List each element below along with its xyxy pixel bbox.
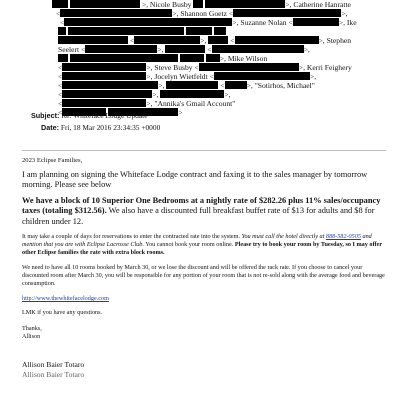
breakfast-rate: We also have a discounted full breakfast buffet rate of $13 for adults and $8 for children under 12. bbox=[22, 206, 375, 226]
redaction bbox=[165, 45, 205, 53]
recipients-line-11: < >, >, bbox=[58, 90, 231, 99]
redaction bbox=[60, 9, 172, 17]
redaction bbox=[208, 36, 228, 44]
recipients-line-13: < > bbox=[58, 108, 183, 117]
redaction bbox=[235, 36, 319, 44]
redaction bbox=[225, 81, 247, 89]
redaction bbox=[186, 27, 212, 35]
recipient-name: "Sotirhos, Michael" bbox=[254, 81, 315, 90]
date-label: Date: bbox=[41, 123, 59, 132]
recipient-name: Steve Busby bbox=[154, 63, 193, 72]
recipient-name: Mike Wilson bbox=[227, 54, 268, 63]
recipients-line-10: < >, < >, "Sotirhos, Michael" bbox=[58, 81, 315, 90]
recipients-line-3: < >, Suzanne Nolan < >, Ike bbox=[60, 18, 357, 27]
thanks-name: Allison bbox=[22, 333, 41, 340]
subject-label: Subject: bbox=[31, 111, 60, 120]
subject-row bbox=[31, 111, 147, 120]
recipients-line-7: >, Mike Wilson bbox=[0, 54, 267, 63]
phone-link[interactable]: 888-582-0505 bbox=[325, 233, 361, 240]
redaction bbox=[214, 27, 226, 35]
recipients-line-1: >, Nicole Busby >, Catherine Hanratte bbox=[0, 0, 351, 9]
redaction bbox=[85, 45, 157, 53]
signature-partial: Allison Baier Totaro bbox=[22, 370, 85, 379]
redaction bbox=[193, 0, 203, 8]
recipients-line-5: < >, < >, Stephen bbox=[0, 36, 351, 45]
lmk-line: LMK if you have any questions. bbox=[22, 309, 103, 316]
subject-value: Re: Whiteface Lodge Update bbox=[61, 111, 148, 120]
redaction bbox=[52, 0, 68, 8]
redaction bbox=[62, 63, 146, 71]
redaction bbox=[62, 72, 146, 80]
recipient-name: Shannon Goetz bbox=[180, 9, 227, 18]
recipient-name: Ike bbox=[346, 18, 357, 27]
redaction bbox=[58, 36, 128, 44]
header-divider bbox=[22, 150, 386, 151]
redaction bbox=[206, 54, 220, 62]
redaction bbox=[58, 27, 66, 35]
recipients-line-6: Seelert < >, < >, bbox=[58, 45, 310, 54]
recipients-line-12: < >, "Annika's Gmail Account" bbox=[58, 99, 236, 108]
redaction bbox=[62, 90, 152, 98]
lodge-website-link[interactable]: http://www.thewhitefacelodge.com bbox=[22, 295, 109, 302]
recipient-name: Suzanne Nolan bbox=[240, 18, 287, 27]
redaction bbox=[70, 0, 140, 8]
recipient-name: "Annika's Gmail Account" bbox=[154, 99, 236, 108]
redaction bbox=[180, 54, 204, 62]
email-header bbox=[0, 0, 400, 138]
redaction bbox=[70, 54, 178, 62]
redaction bbox=[160, 90, 224, 98]
redaction bbox=[166, 81, 218, 89]
redaction bbox=[64, 18, 232, 26]
redaction bbox=[62, 81, 158, 89]
redaction bbox=[199, 63, 299, 71]
date-value: Fri, 18 Mar 2016 23:34:35 +0000 bbox=[60, 123, 161, 132]
booking-deadline: Please try to book your room by Tuesday, so I may offer other Eclipse families the rate with extra block rooms. bbox=[22, 241, 382, 256]
redaction bbox=[212, 45, 304, 53]
paragraph-1: I am planning on signing the Whiteface Lodge contract and faxing it to the sales manager by tomorrow morning. Please see below bbox=[22, 170, 368, 190]
date-row bbox=[41, 123, 160, 132]
redaction bbox=[68, 27, 184, 35]
recipients-line-4 bbox=[0, 27, 226, 36]
recipient-name: Jocelyn Wietfeldt bbox=[154, 72, 208, 81]
recipient-name: Stephen bbox=[326, 36, 352, 45]
paragraph-2 bbox=[22, 196, 390, 227]
redaction bbox=[233, 9, 341, 17]
paragraph-4: We need to have all 10 rooms booked by March 30, or we lose the discount and will be offered the rack rate. If you choose to cancel your discounted room after March 30, you will be responsible for any portion of your room that is not re-sold along with the average food and beverage consumption. bbox=[22, 264, 385, 287]
redaction bbox=[293, 18, 339, 26]
signature-name: Allison Baier Totaro bbox=[22, 360, 85, 369]
redaction bbox=[205, 0, 285, 8]
rate-highlight: We have a block of 10 Superior One Bedrooms at a nightly rate of $282.26 plus 11% sales/occupancy taxes (totaling $312.56). bbox=[22, 196, 381, 216]
recipient-name: Kerri Feighery bbox=[306, 63, 352, 72]
redaction bbox=[214, 72, 310, 80]
paragraph-3: It may take a couple of days for reservations to enter the contracted rate into the system. You must call the hotel directly at 888-582-0505 and mention that you are with Eclipse Lacrosse Club. You cannot book your room online. Please try to book your room by Tuesday, so I may offer other Eclipse families the rate with extra block rooms. bbox=[22, 233, 382, 256]
recipient-name: Catherine Hanratte bbox=[293, 0, 351, 9]
recipient-name: Nicole Busby bbox=[149, 0, 192, 9]
recipients-line-9: < >, Jocelyn Wietfeldt < >, bbox=[58, 72, 317, 81]
recipient-name: Seelert bbox=[58, 45, 80, 54]
greeting: 2023 Eclipse Families, bbox=[22, 157, 83, 164]
recipients-line-2: < >, Shannon Goetz < >, bbox=[56, 9, 348, 18]
thanks-line: Thanks, bbox=[22, 325, 42, 332]
redaction bbox=[62, 99, 146, 107]
redaction bbox=[134, 36, 200, 44]
recipients-line-8: < >, Steve Busby < >, Kerri Feighery bbox=[58, 63, 352, 72]
redaction bbox=[58, 54, 68, 62]
